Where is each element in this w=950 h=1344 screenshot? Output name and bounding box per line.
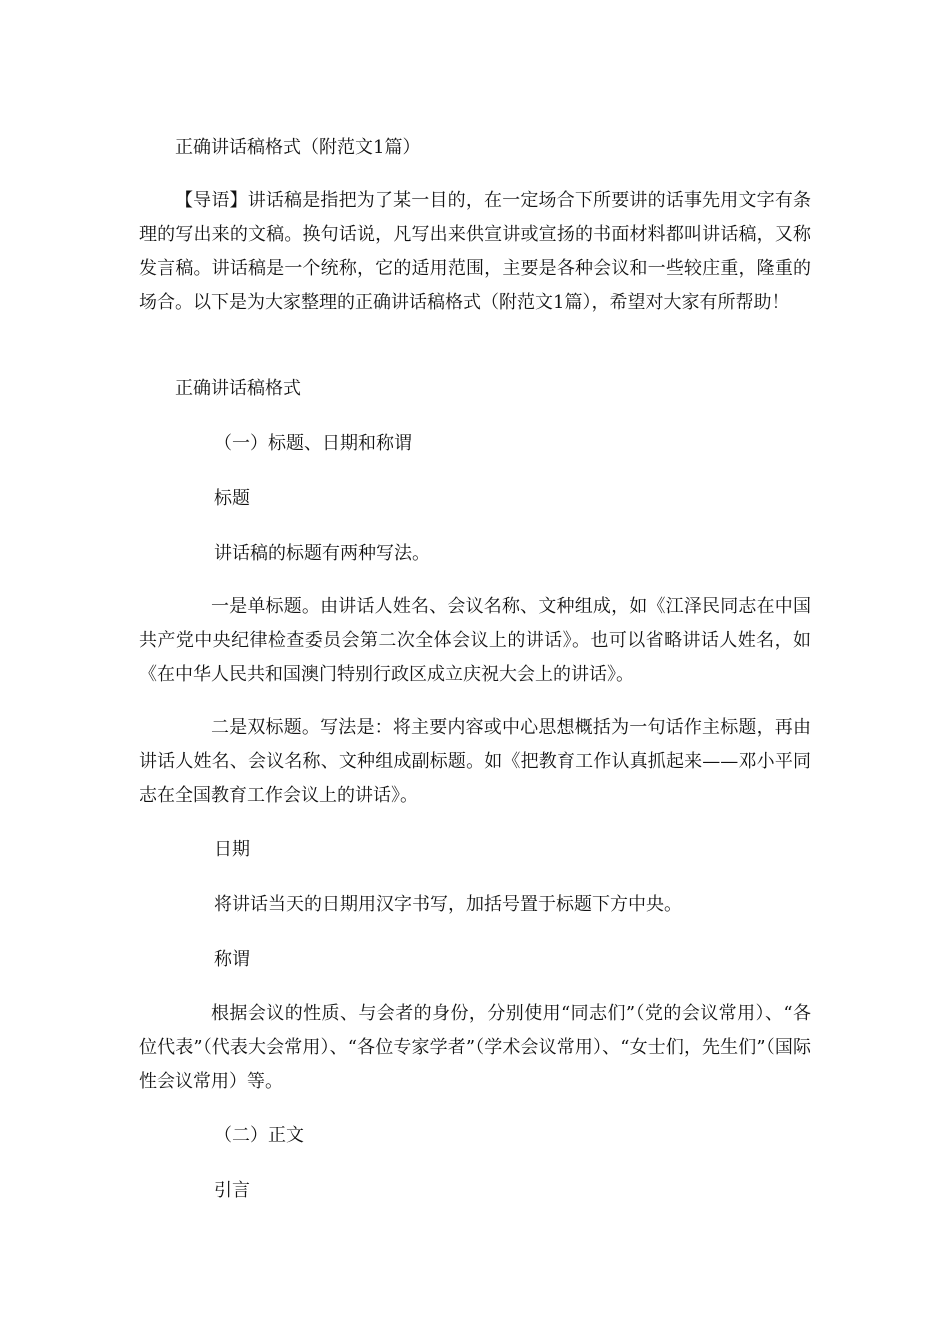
- address-paragraph: 根据会议的性质、与会者的身份，分别使用“同志们”（党的会议常用）、“各位代表”（代表大会常用）、“各位专家学者”（学术会议常用）、“女士们，先生们”（国际性会议常用）等。: [139, 1003, 811, 1092]
- double-title-paragraph: 二是双标题。写法是：将主要内容或中心思想概括为一句话作主标题，再由讲话人姓名、会议名称、文种组成副标题。如《把教育工作认真抓起来——邓小平同志在全国教育工作会议上的讲话》。: [139, 717, 811, 806]
- single-title-paragraph: 一是单标题。由讲话人姓名、会议名称、文种组成，如《江泽民同志在中国共产党中央纪律检查委员会第二次全体会议上的讲话》。也可以省略讲话人姓名，如《在中华人民共和国澳门特别行政区成立庆祝大会上的讲话》。: [139, 596, 811, 685]
- part2-heading: （二）正文: [214, 1125, 304, 1146]
- section-heading: 正确讲话稿格式: [175, 378, 301, 399]
- label-date: 日期: [214, 839, 250, 860]
- date-description: 将讲话当天的日期用汉字书写，加括号置于标题下方中央。: [214, 894, 682, 915]
- label-intro: 引言: [214, 1180, 250, 1201]
- title-description: 讲话稿的标题有两种写法。: [214, 543, 430, 564]
- document-title: 正确讲话稿格式（附范文1篇）: [175, 137, 421, 158]
- intro-paragraph: 【导语】讲话稿是指把为了某一目的，在一定场合下所要讲的话事先用文字有条理的写出来的文稿。换句话说，凡写出来供宣讲或宣扬的书面材料都叫讲话稿，又称发言稿。讲话稿是一个统称，它的适用范围，主要是各种会议和一些较庄重，隆重的场合。以下是为大家整理的正确讲话稿格式（附范文1篇），希望对大家有所帮助！: [139, 190, 811, 313]
- label-title: 标题: [214, 488, 250, 509]
- label-address: 称谓: [214, 949, 250, 970]
- part1-heading: （一）标题、日期和称谓: [214, 433, 412, 454]
